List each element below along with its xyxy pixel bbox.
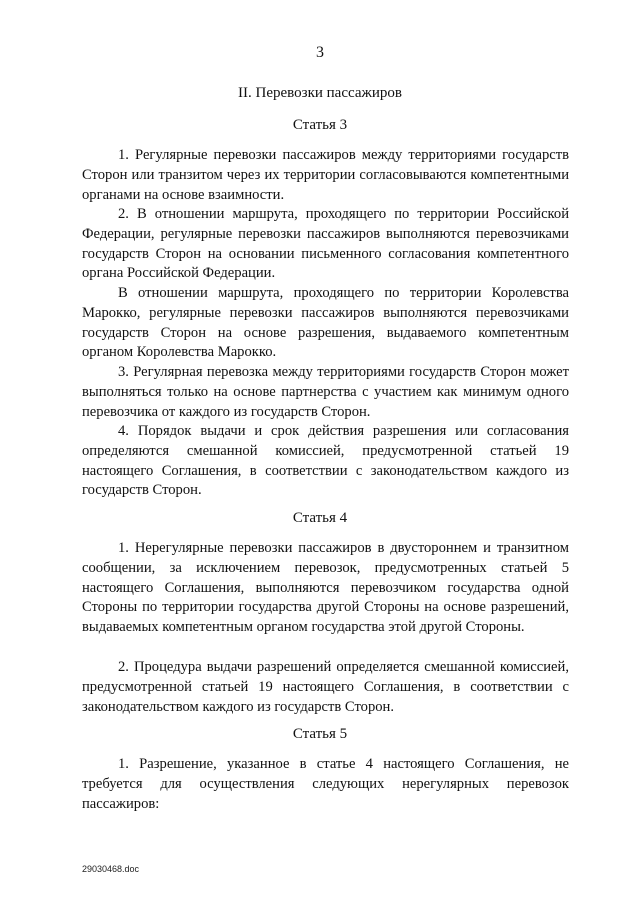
- article-heading: Статья 4: [292, 510, 348, 526]
- footer-document-code: 29030468.doc: [82, 864, 140, 874]
- paragraph: 3. Регулярная перевозка между территориями государств Сторон может выполняться только на основе партнерства с участием как минимум одного перевозчика от каждого из государств Сторон.: [82, 364, 569, 420]
- paragraph: 1. Разрешение, указанное в статье 4 настоящего Соглашения, не требуется для осуществления следующих нерегулярных перевозок пассажиров:: [82, 756, 569, 812]
- paragraph: 1. Регулярные перевозки пассажиров между территориями государств Сторон или транзитом через их территории согласовываются компетентными органами на основе взаимности.: [82, 147, 569, 203]
- article-heading: Статья 5: [292, 726, 348, 742]
- page-number: 3: [316, 44, 324, 61]
- paragraph: 4. Порядок выдачи и срок действия разрешения или согласования определяются смешанной комиссией, предусмотренной статьей 19 настоящего Соглашения, в соответствии с законодательством каждого из государств Сторон.: [82, 423, 569, 499]
- section-heading: II. Перевозки пассажиров: [238, 85, 402, 101]
- article-heading: Статья 3: [292, 117, 348, 133]
- paragraph: В отношении маршрута, проходящего по территории Королевства Марокко, регулярные перевозки пассажиров выполняются перевозчиками государств Сторон на основе разрешения, выдаваемого компетентным органом Королевства Марокко.: [82, 285, 569, 361]
- paragraph: 2. В отношении маршрута, проходящего по территории Российской Федерации, регулярные перевозки пассажиров выполняются перевозчиками государств Сторон на основании письменного согласования компетентного органа Российской Федерации.: [82, 206, 569, 282]
- paragraph: 2. Процедура выдачи разрешений определяется смешанной комиссией, предусмотренной статьей 19 настоящего Соглашения, в соответствии с законодательством каждого из государств Сторон.: [82, 659, 569, 715]
- paragraph: 1. Нерегулярные перевозки пассажиров в двустороннем и транзитном сообщении, за исключением перевозок, предусмотренных статьей 5 настоящего Соглашения, выполняются перевозчиком государства одной Стороны по территории государства другой Стороны на основе разрешений, выдаваемых компетентным органом государства этой другой Стороны.: [82, 540, 569, 636]
